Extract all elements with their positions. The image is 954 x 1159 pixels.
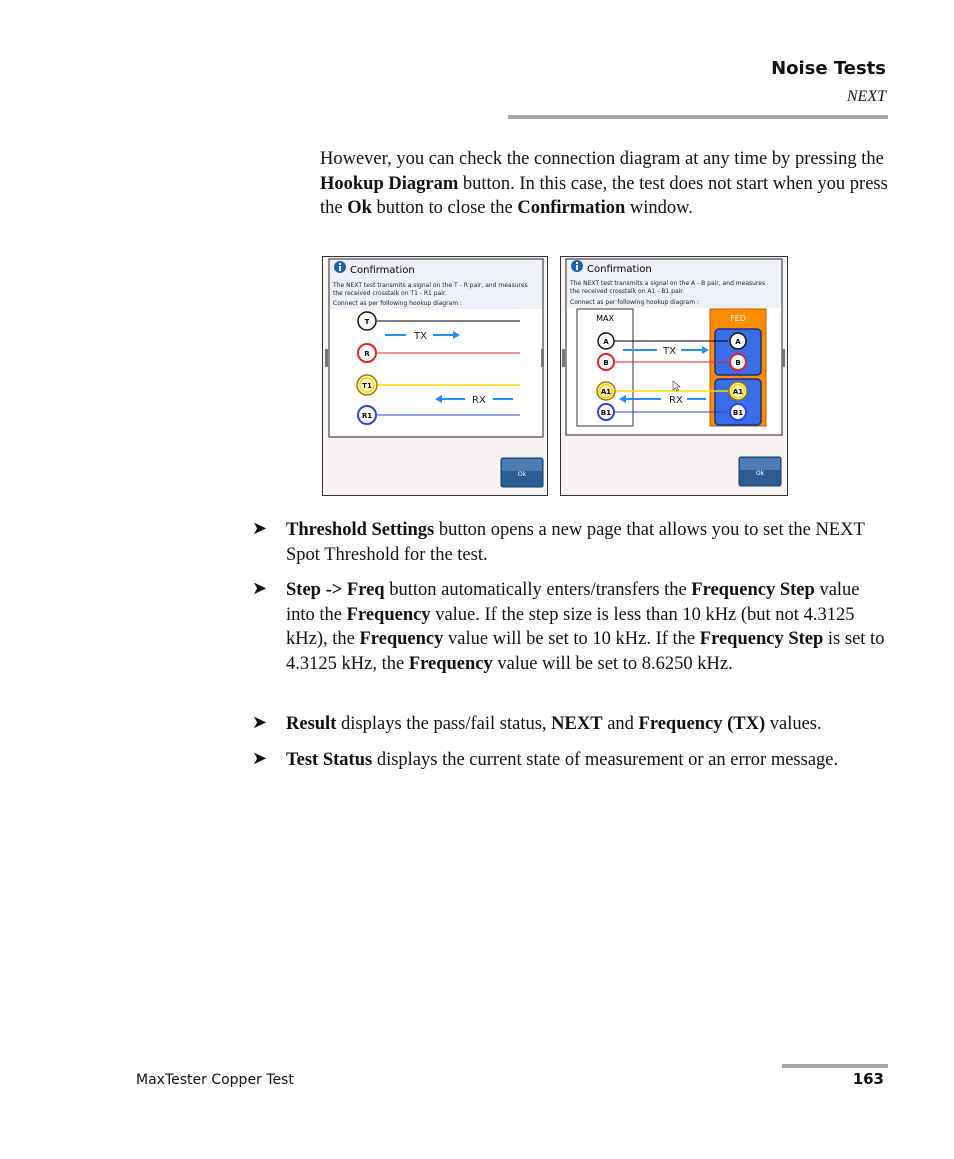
- intro-text: However, you can check the connection diagram at any time by pressing the: [320, 149, 884, 169]
- pin-b1-max: [598, 404, 614, 420]
- bullet-body: value. If the step size is less than 10 kHz (but not 4.3125 kHz), the: [286, 604, 855, 650]
- frequency-tx-term: Frequency (TX): [638, 714, 766, 734]
- frequency-term: Frequency: [408, 653, 493, 674]
- bullet-body: value will be set to 10 kHz. If the: [443, 629, 700, 650]
- bullet-body: values.: [765, 714, 822, 734]
- dialog-line: The NEXT test transmits a signal on the A - B pair, and measures: [570, 280, 766, 287]
- svg-text:A: A: [603, 338, 609, 346]
- bullet-body: is set to 4.3125 kHz, the: [286, 629, 885, 674]
- bullet-arrow-icon: ➤: [252, 518, 268, 538]
- confirmation-screenshot-tr: [322, 256, 548, 496]
- svg-text:B1: B1: [600, 409, 612, 417]
- ok-button[interactable]: [739, 457, 781, 486]
- pin-r: [358, 344, 376, 362]
- dialog-line: the received crosstalk on T1 - R1 pair.: [333, 290, 447, 297]
- bullet-text: [286, 748, 892, 773]
- info-icon: [334, 261, 346, 273]
- ok-button[interactable]: [501, 458, 543, 487]
- svg-text:R: R: [364, 350, 370, 358]
- bullet-body: displays the pass/fail status,: [336, 714, 552, 734]
- pin-a1-fed: [729, 382, 747, 400]
- svg-text:B1: B1: [732, 409, 744, 417]
- bullet-body: value into the: [286, 580, 860, 625]
- footer-rule: [782, 1064, 888, 1068]
- bullet-step-freq: [252, 578, 892, 676]
- confirmation-screenshot-ab: [560, 256, 788, 496]
- bullet-body: button automatically enters/transfers the: [384, 580, 692, 600]
- header-rule: [508, 115, 888, 119]
- intro-text: window.: [625, 198, 693, 219]
- pin-t1: [357, 375, 377, 395]
- step-freq-term: Step -> Freq: [286, 580, 385, 600]
- pin-t: [358, 312, 376, 330]
- test-status-term: Test Status: [286, 750, 373, 770]
- threshold-settings-term: Threshold Settings: [286, 520, 435, 540]
- next-term: NEXT: [551, 714, 603, 734]
- bullet-text: [286, 578, 892, 676]
- result-term: Result: [286, 714, 337, 734]
- rx-label: RX: [472, 395, 486, 406]
- dialog-line: the received crosstalk on A1 - B1 pair.: [570, 288, 685, 295]
- header-subtitle: NEXT: [846, 88, 886, 105]
- pin-b1-fed: [730, 404, 746, 420]
- intro-text: button to close the: [371, 198, 518, 219]
- bullet-body: displays the current state of measurement or an error message.: [372, 750, 839, 770]
- intro-text: button. In this case, the test does not start when you press the: [320, 173, 888, 219]
- svg-text:T1: T1: [362, 382, 372, 390]
- dialog-line: Connect as per following hookup diagram :: [333, 300, 463, 307]
- bullet-arrow-icon: ➤: [252, 578, 268, 598]
- frequency-term: Frequency: [359, 629, 444, 650]
- bullet-arrow-icon: ➤: [252, 712, 268, 732]
- header-title: Noise Tests: [771, 58, 886, 79]
- info-icon: [571, 260, 583, 272]
- pin-b-max: [598, 354, 614, 370]
- ok-term: Ok: [347, 198, 372, 219]
- svg-text:T: T: [364, 318, 370, 326]
- svg-text:A1: A1: [732, 388, 744, 396]
- bullet-body: and: [602, 714, 639, 734]
- confirmation-term: Confirmation: [517, 198, 626, 219]
- pin-r1: [358, 406, 376, 424]
- dialog-title: Confirmation: [587, 264, 652, 275]
- frequency-term: Frequency: [346, 604, 431, 625]
- svg-text:Ok: Ok: [517, 471, 527, 478]
- pin-b-fed: [730, 354, 746, 370]
- dialog-line: The NEXT test transmits a signal on the T - R pair, and measures: [333, 282, 528, 289]
- svg-text:B: B: [735, 359, 741, 367]
- tx-label: TX: [663, 346, 676, 357]
- svg-text:Ok: Ok: [755, 470, 765, 477]
- dialog-title: Confirmation: [350, 265, 415, 276]
- rx-label: RX: [669, 395, 683, 406]
- pin-a1-max: [597, 382, 615, 400]
- frequency-step-term: Frequency Step: [691, 580, 815, 600]
- bullet-body: button opens a new page that allows you to set the NEXT Spot Threshold for the test.: [286, 520, 865, 565]
- bullet-arrow-icon: ➤: [252, 748, 268, 768]
- svg-text:A: A: [735, 338, 741, 346]
- footer-title: MaxTester Copper Test: [136, 1072, 294, 1088]
- dialog-line: Connect as per following hookup diagram :: [570, 299, 700, 306]
- frequency-step-term: Frequency Step: [699, 629, 824, 650]
- hookup-diagram-term: Hookup Diagram: [320, 173, 459, 194]
- pin-a-fed: [730, 333, 746, 349]
- fed-label: FED: [730, 314, 746, 323]
- intro-paragraph: [320, 147, 890, 221]
- bullet-threshold-settings: [252, 518, 892, 567]
- bullet-result: [252, 712, 892, 737]
- bullet-text: [286, 518, 892, 567]
- bullet-test-status: [252, 748, 892, 773]
- tx-label: TX: [414, 331, 427, 342]
- svg-text:A1: A1: [600, 388, 612, 396]
- svg-text:B: B: [603, 359, 609, 367]
- page-number: 163: [852, 1070, 884, 1088]
- max-label: MAX: [596, 314, 614, 323]
- bullet-text: [286, 712, 892, 737]
- svg-text:R1: R1: [361, 412, 373, 420]
- pin-a-max: [598, 333, 614, 349]
- bullet-body: value will be set to 8.6250 kHz.: [492, 653, 733, 674]
